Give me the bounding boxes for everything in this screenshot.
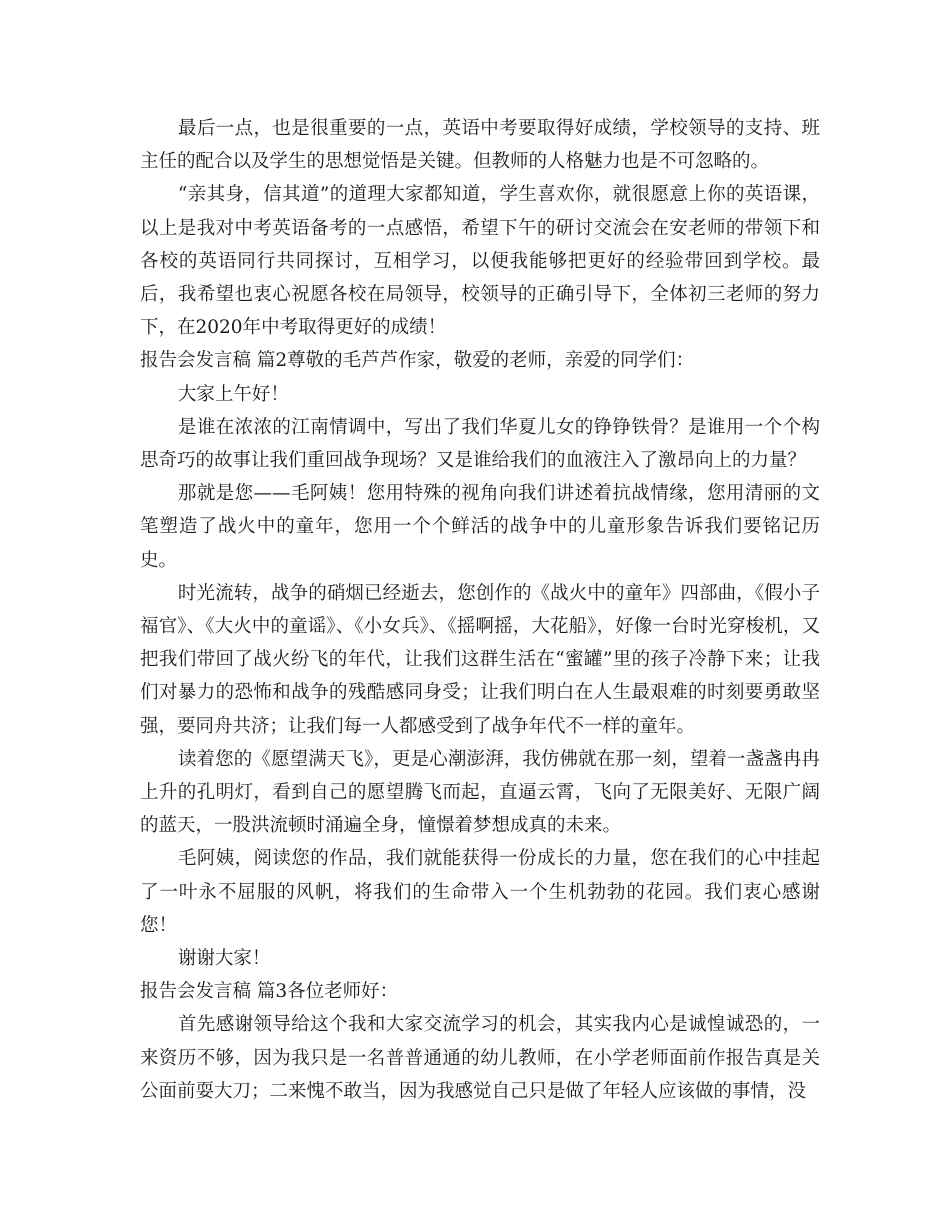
paragraph-4: 那就是您——毛阿姨！您用特殊的视角向我们讲述着抗战情缘，您用清丽的文笔塑造了战火中的童年，您用一个个鲜活的战争中的儿童形象告诉我们要铭记历史。 <box>140 483 820 571</box>
paragraph-1: 最后一点，也是很重要的一点，英语中考要取得好成绩，学校领导的支持、班主任的配合以及学生的思想觉悟是关键。但教师的人格魅力也是不可忽略的。 <box>140 118 820 173</box>
paragraph-3: 是谁在浓浓的江南情调中，写出了我们华夏儿女的铮铮铁骨？是谁用一个个构思奇巧的故事让我们重回战争现场？又是谁给我们的血液注入了激昂向上的力量？ <box>140 416 820 472</box>
paragraph-greeting: 大家上午好！ <box>177 383 289 405</box>
paragraph-5: 时光流转，战争的硝烟已经逝去，您创作的《战火中的童年》四部曲，《假小子福官》、《大火中的童谣》、《小女兵》、《摇啊摇，大花船》，好像一台时光穿梭机，又把我们带回了战火纷飞的年代，让我们这群生活在“蜜罐”里的孩子冷静下来；让我们对暴力的恐怖和战争的残酷感同身受；让我们明白在人生最艰难的时刻要勇敢坚强，要同舟共济；让我们每一人都感受到了战争年代不一样的童年。 <box>140 582 820 737</box>
section-heading-2: 报告会发言稿 篇2尊敬的毛芦芦作家，敬爱的老师，亲爱的同学们： <box>140 350 695 372</box>
paragraph-2: “亲其身，信其道”的道理大家都知道，学生喜欢你，就很愿意上你的英语课，以上是我对中考英语备考的一点感悟，希望下午的研讨交流会在安老师的带领下和各校的英语同行共同探讨，互相学习，以便我能够把更好的经验带回到学校。最后，我希望也衷心祝愿各校在局领导，校领导的正确引导下，全体初三老师的努力下，在2020年中考取得更好的成绩！ <box>140 184 820 339</box>
document-body <box>140 112 820 1108</box>
paragraph-7: 毛阿姨，阅读您的作品，我们就能获得一份成长的力量，您在我们的心中挂起了一叶永不屈服的风帆，将我们的生命带入一个生机勃勃的花园。我们衷心感谢您！ <box>140 848 820 936</box>
paragraph-thanks: 谢谢大家！ <box>177 948 271 970</box>
paragraph-6: 读着您的《愿望满天飞》，更是心潮澎湃，我仿佛就在那一刻，望着一盏盏冉冉上升的孔明灯，看到自己的愿望腾飞而起，直逼云霄，飞向了无限美好、无限广阔的蓝天，一股洪流顿时涌遍全身，憧憬着梦想成真的未来。 <box>140 748 820 837</box>
paragraph-8: 首先感谢领导给这个我和大家交流学习的机会，其实我内心是诚惶诚恐的，一来资历不够，因为我只是一名普普通通的幼儿教师，在小学老师面前作报告真是关公面前耍大刀；二来愧不敢当，因为我感觉自己只是做了年轻人应该做的事情，没 <box>140 1014 820 1102</box>
section-heading-3: 报告会发言稿 篇3各位老师好： <box>140 981 399 1003</box>
